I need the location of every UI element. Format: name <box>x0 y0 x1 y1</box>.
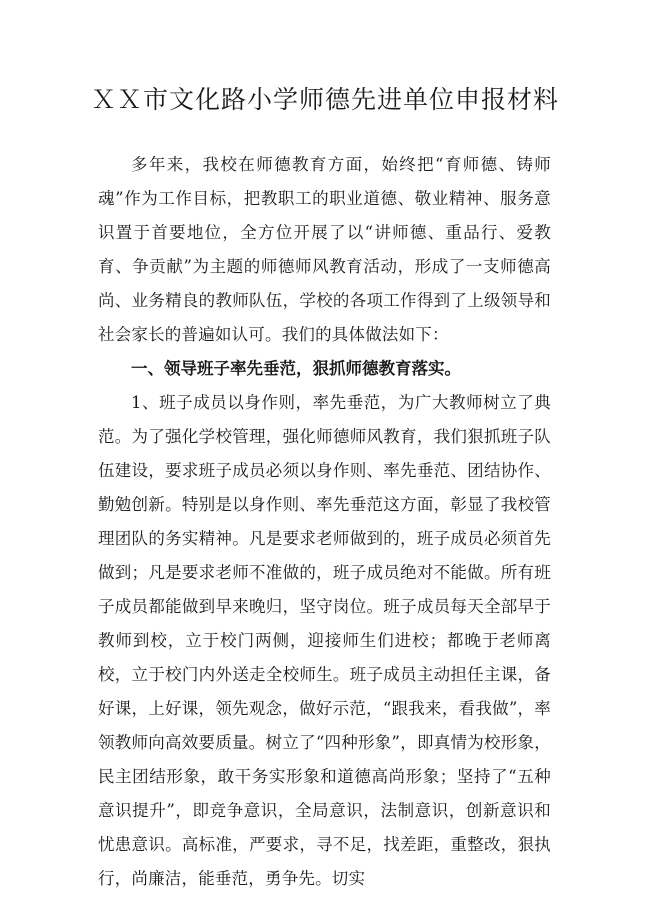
document-title: ＸＸ市文化路小学师德先进单位申报材料 <box>90 85 559 114</box>
section-paragraph: 1、班子成员以身作则，率先垂范，为广大教师树立了典范。为了强化学校管理，强化师德师风教育，我们狠抓班子队伍建设，要求班子成员必须以身作则、率先垂范、团结协作、勤勉创新。特别是以身作则、率先垂范这方面，彰显了我校管理团队的务实精神。凡是要求老师做到的，班子成员必须首先做到；凡是要求老师不准做的，班子成员绝对不能做。所有班子成员都能做到早来晚归，坚守岗位。班子成员每天全部早于教师到校，立于校门两侧，迎接师生们进校；都晚于老师离校，立于校门内外送走全校师生。班子成员主动担任主课，备好课，上好课，领先观念，做好示范，“跟我来，看我做”，率领教师向高效要质量。树立了“四种形象”，即真情为校形象，民主团结形象，敢干务实形象和道德高尚形象；坚持了“五种意识提升”，即竞争意识，全局意识，法制意识，创新意识和忧患意识。高标准，严要求，寻不足，找差距，重整改，狠执行，尚廉洁，能垂范，勇争先。切实 <box>98 393 551 888</box>
section-heading: 一、领导班子率先垂范，狠抓师德教育落实。 <box>131 359 461 378</box>
intro-paragraph: 多年来，我校在师德教育方面，始终把“育师德、铸师魂”作为工作目标，把教职工的职业道德、敬业精神、服务意识置于首要地位，全方位开展了以“讲师德、重品行、爱教育、争贡献”为主题的师德师风教育活动，形成了一支师德高尚、业务精良的教师队伍，学校的各项工作得到了上级领导和社会家长的普遍如认可。我们的具体做法如下： <box>98 155 551 344</box>
